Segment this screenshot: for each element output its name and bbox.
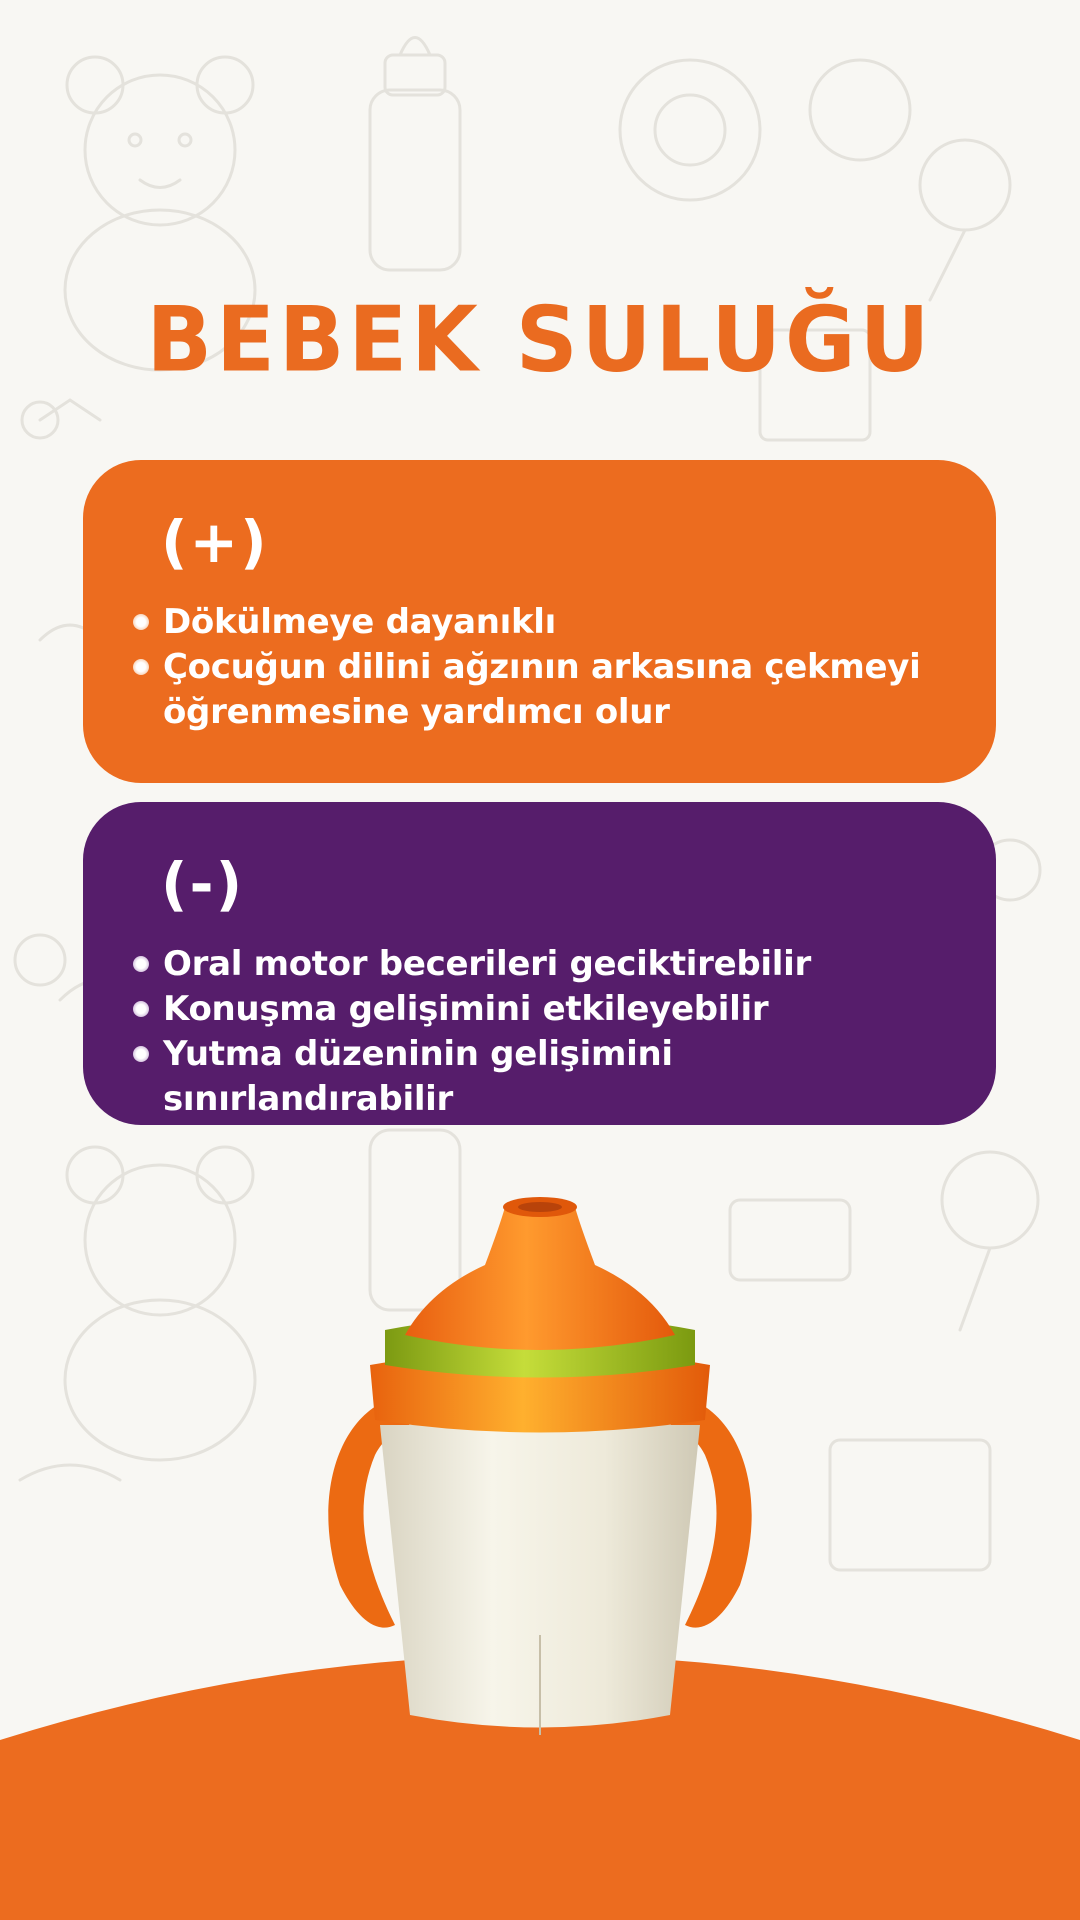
bullet-icon	[133, 659, 149, 675]
pros-list	[163, 600, 963, 735]
pros-badge: (+)	[161, 508, 269, 576]
cons-item: Yutma düzeninin gelişimini sınırlandırabilir	[163, 1032, 963, 1122]
sippy-cup-illustration	[300, 1195, 780, 1755]
pros-card	[83, 460, 996, 783]
pros-item: Dökülmeye dayanıklı	[163, 600, 963, 645]
page-title: BEBEK SULUĞU	[146, 287, 934, 393]
cons-badge: (-)	[161, 850, 245, 918]
bullet-icon	[133, 614, 149, 630]
bullet-icon	[133, 1046, 149, 1062]
pros-item: Çocuğun dilini ağzının arkasına çekmeyi öğrenmesine yardımcı olur	[163, 645, 963, 735]
cons-item: Oral motor becerileri geciktirebilir	[163, 942, 963, 987]
cons-item: Konuşma gelişimini etkileyebilir	[163, 987, 963, 1032]
cons-list	[163, 942, 963, 1122]
bullet-icon	[133, 1001, 149, 1017]
cons-card	[83, 802, 996, 1125]
bullet-icon	[133, 956, 149, 972]
